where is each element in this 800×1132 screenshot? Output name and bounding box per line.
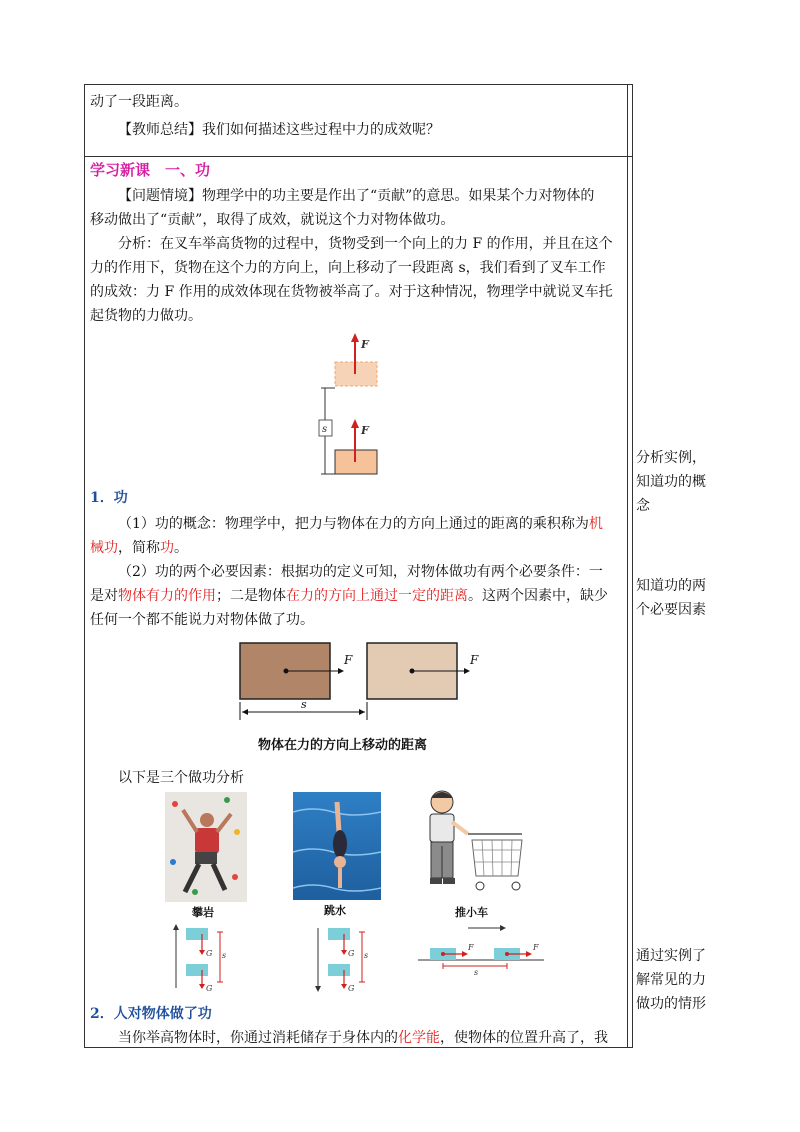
arrow-head <box>351 419 359 428</box>
cart-illustration <box>418 788 530 898</box>
caption-climbing: 攀岩 <box>192 906 214 919</box>
concept-text: （1）功的概念：物理学中，把力与物体在力的方向上通过的距离的乘积称为机 <box>118 516 603 532</box>
svg-text:G: G <box>348 949 355 958</box>
text-line: 动了一段距离。 <box>90 94 188 110</box>
side-note-concept: 分析实例， 知道功的概 念 <box>636 450 706 514</box>
section-heading: 学习新课 一、功 <box>90 161 211 179</box>
label-F-bottom: F <box>361 424 369 437</box>
column-divider <box>627 84 628 1048</box>
teacher-summary: 【教师总结】我们如何描述这些过程中力的成效呢？ <box>118 122 440 138</box>
caption-cart: 推小车 <box>455 906 488 919</box>
subheading-work: 1．功 <box>90 490 128 506</box>
figure-caption: 物体在力的方向上移动的距离 <box>258 738 428 753</box>
svg-text:G: G <box>206 984 213 993</box>
svg-text:s: s <box>474 968 479 977</box>
climbing-diagram <box>172 922 234 994</box>
svg-text:F: F <box>468 943 474 952</box>
svg-text:s: s <box>301 698 307 711</box>
label-F-top: F <box>361 338 369 351</box>
lift-force-diagram <box>315 330 395 478</box>
svg-text:s: s <box>222 951 227 960</box>
concept-text: 械功，简称功。 <box>90 540 188 556</box>
analysis-text: 力的作用下，货物在这个力的方向上，向上移动了一段距离 s，我们看到了叉车工作 <box>90 260 606 276</box>
person-work-text: 当你举高物体时，你通过消耗储存于身体内的化学能，使物体的位置升高了，我 <box>118 1030 608 1046</box>
subheading-person-work: 2．人对物体做了功 <box>90 1006 212 1022</box>
svg-text:G: G <box>206 949 213 958</box>
cart-diagram <box>416 920 548 978</box>
analysis-text: 起货物的力做功。 <box>90 308 202 324</box>
diving-photo <box>293 792 381 900</box>
svg-text:F: F <box>344 653 353 667</box>
diving-diagram <box>314 922 376 998</box>
side-note-factors: 知道功的两 个必要因素 <box>636 578 706 618</box>
svg-text:F: F <box>533 943 539 952</box>
arrow-head <box>351 333 359 342</box>
climbing-photo <box>165 792 247 902</box>
problem-text: 【问题情境】物理学中的功主要是作出了“贡献”的意思。如果某个力对物体的 <box>118 188 595 204</box>
caption-diving: 跳水 <box>324 904 346 917</box>
analysis-text: 分析：在叉车举高货物的过程中，货物受到一个向上的力 F 的作用，并且在这个 <box>118 236 613 252</box>
examples-intro: 以下是三个做功分析 <box>118 770 244 786</box>
label-s: s <box>322 424 328 435</box>
analysis-text: 的成效：力 F 作用的成效体现在货物被举高了。对于这种情况，物理学中就说叉车托 <box>90 284 613 300</box>
problem-text: 移动做出了“贡献”，取得了成效，就说这个力对物体做功。 <box>90 212 455 228</box>
factors-text: 任何一个都不能说力对物体做了功。 <box>90 612 314 628</box>
factors-text: 是对物体有力的作用；二是物体在力的方向上通过一定的距离。这两个因素中，缺少 <box>90 588 608 604</box>
svg-text:G: G <box>348 984 355 993</box>
displacement-diagram <box>230 640 500 730</box>
svg-text:s: s <box>364 951 369 960</box>
factors-text: （2）功的两个必要因素：根据功的定义可知，对物体做功有两个必要条件：一 <box>118 564 603 580</box>
row-divider <box>84 156 633 157</box>
svg-text:F: F <box>470 653 479 667</box>
side-note-examples: 通过实例了 解常见的力 做功的情形 <box>636 948 706 1012</box>
